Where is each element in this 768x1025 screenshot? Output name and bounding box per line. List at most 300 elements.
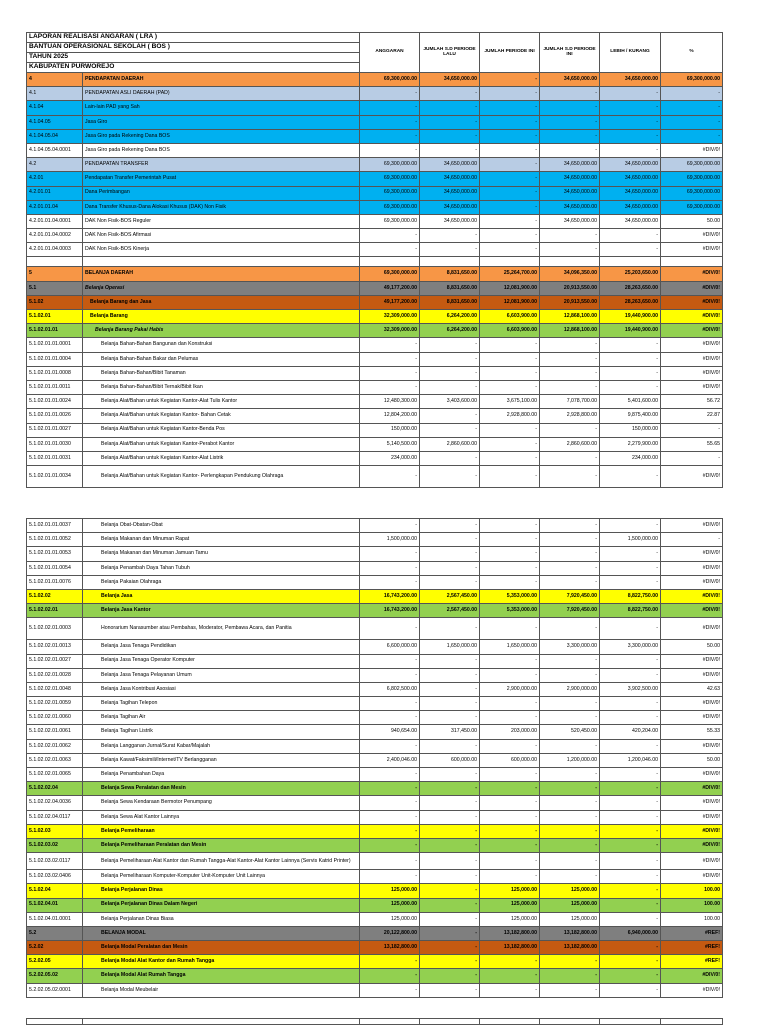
account-description: Belanja Penambah Daya Tahan Tubuh — [83, 561, 360, 575]
sd-lalu-value: - — [420, 796, 480, 810]
percent-value: #DIV/0! — [661, 267, 723, 281]
percent-value: #DIV/0! — [661, 324, 723, 338]
sd-lalu-value: 2,860,600.00 — [420, 437, 480, 451]
sd-ini-value: - — [540, 87, 600, 101]
sd-lalu-value: 1,650,000.00 — [420, 640, 480, 654]
account-code: 4.2 — [27, 158, 83, 172]
sd-ini-value: - — [540, 352, 600, 366]
percent-value: #DIV/0! — [661, 352, 723, 366]
lebih-kurang-value: - — [600, 575, 661, 589]
percent-value: #DIV/0! — [661, 810, 723, 824]
report-page-1 — [26, 32, 722, 488]
sd-lalu-value: - — [420, 739, 480, 753]
anggaran-value: 69,300,000.00 — [360, 267, 420, 281]
lebih-kurang-value: - — [600, 129, 661, 143]
lebih-kurang-value: - — [600, 711, 661, 725]
table-row — [27, 810, 723, 824]
table-row — [27, 200, 723, 214]
periode-ini-value — [480, 257, 540, 267]
lebih-kurang-value: - — [600, 898, 661, 912]
report-region: KABUPATEN PURWOREJO — [27, 63, 360, 73]
sd-lalu-value: - — [420, 870, 480, 884]
account-description: Belanja Pakaian Olahraga — [83, 575, 360, 589]
account-code: 5.2 — [27, 926, 83, 940]
periode-ini-value: 25,264,700.00 — [480, 267, 540, 281]
periode-ini-value: - — [480, 423, 540, 437]
anggaran-value: 150,000.00 — [360, 423, 420, 437]
periode-ini-value: - — [480, 437, 540, 451]
sd-ini-value: - — [540, 711, 600, 725]
account-code: 5.1.02.01.01.0026 — [27, 409, 83, 423]
percent-value: #REF! — [661, 955, 723, 969]
sd-lalu-value: - — [420, 338, 480, 352]
sd-ini-value: - — [540, 519, 600, 533]
account-description: Belanja Tagihan Listrik — [83, 725, 360, 739]
report-year: TAHUN 2025 — [27, 53, 360, 63]
anggaran-value: - — [360, 519, 420, 533]
lebih-kurang-value: 3,300,000.00 — [600, 640, 661, 654]
account-code: 5.1.02.01.01.0052 — [27, 533, 83, 547]
account-code: 5.1.02.01.01.0001 — [27, 338, 83, 352]
anggaran-value: - — [360, 87, 420, 101]
anggaran-value: - — [360, 338, 420, 352]
percent-value: - — [661, 451, 723, 465]
table-row — [27, 366, 723, 380]
table-row — [27, 310, 723, 324]
sd-lalu-value: - — [420, 912, 480, 926]
account-code: 4.1.04.05.04 — [27, 129, 83, 143]
account-code: 5.1.02.02.01.0060 — [27, 711, 83, 725]
account-description: Belanja Bahan-Bahan/Bibit Ternak/Bibit Ikan — [83, 380, 360, 394]
periode-ini-value: - — [480, 561, 540, 575]
account-description: Belanja Obat-Obatan-Obat — [83, 519, 360, 533]
periode-ini-value: - — [480, 838, 540, 852]
percent-value: #DIV/0! — [661, 739, 723, 753]
lebih-kurang-value: - — [600, 796, 661, 810]
periode-ini-value: - — [480, 519, 540, 533]
percent-value: #DIV/0! — [661, 668, 723, 682]
sd-lalu-value: - — [420, 366, 480, 380]
sd-lalu-value: - — [420, 810, 480, 824]
account-description: DAK Non Fisik-BOS Kinerja — [83, 243, 360, 257]
sd-lalu-value: - — [420, 409, 480, 423]
percent-value: #DIV/0! — [661, 589, 723, 603]
account-description: Dana Transfer Khusus-Dana Alokasi Khusus (DAK) Non Fisik — [83, 200, 360, 214]
periode-ini-value: - — [480, 186, 540, 200]
sd-ini-value — [540, 257, 600, 267]
anggaran-value: 1,500,000.00 — [360, 533, 420, 547]
sd-lalu-value: - — [420, 352, 480, 366]
periode-ini-value: - — [480, 711, 540, 725]
table-row — [27, 395, 723, 409]
percent-value: #DIV/0! — [661, 338, 723, 352]
percent-value: - — [661, 533, 723, 547]
account-code: 5.1.02.01.01.0011 — [27, 380, 83, 394]
periode-ini-value: - — [480, 73, 540, 87]
account-description: PENDAPATAN DAERAH — [83, 73, 360, 87]
periode-ini-value: - — [480, 214, 540, 228]
sd-ini-value: - — [540, 575, 600, 589]
periode-ini-value: - — [480, 668, 540, 682]
periode-ini-value: 600,000.00 — [480, 753, 540, 767]
sd-ini-value: 20,913,550.00 — [540, 295, 600, 309]
account-description: Jasa Giro pada Rekening Dana BOS — [83, 143, 360, 157]
account-code: 5.1.02.02.01.0061 — [27, 725, 83, 739]
table-row — [27, 423, 723, 437]
anggaran-value: - — [360, 352, 420, 366]
sd-lalu-value: 34,650,000.00 — [420, 172, 480, 186]
account-code: 5.1.02.02.04.0036 — [27, 796, 83, 810]
periode-ini-value: 13,182,800.00 — [480, 926, 540, 940]
sd-ini-value: - — [540, 338, 600, 352]
anggaran-value: - — [360, 739, 420, 753]
account-description: Belanja Tagihan Air — [83, 711, 360, 725]
sd-ini-value: - — [540, 547, 600, 561]
anggaran-value: - — [360, 668, 420, 682]
sd-lalu-value: 34,650,000.00 — [420, 186, 480, 200]
sd-ini-value: - — [540, 451, 600, 465]
account-code: 5.1.02.03.02 — [27, 838, 83, 852]
sd-ini-value: - — [540, 533, 600, 547]
account-description — [83, 257, 360, 267]
periode-ini-value: - — [480, 143, 540, 157]
table-row — [27, 640, 723, 654]
anggaran-value: 13,182,800.00 — [360, 941, 420, 955]
lebih-kurang-value: 5,401,600.00 — [600, 395, 661, 409]
account-code: 5.1.02.02.01.0063 — [27, 753, 83, 767]
anggaran-value: - — [360, 969, 420, 983]
anggaran-value: 2,400,046.00 — [360, 753, 420, 767]
lebih-kurang-value: - — [600, 668, 661, 682]
account-code: 5.1.02.02.01.0059 — [27, 697, 83, 711]
sd-ini-value: 2,900,000.00 — [540, 682, 600, 696]
table-row — [27, 912, 723, 926]
sd-ini-value: 34,650,000.00 — [540, 214, 600, 228]
lebih-kurang-value: 28,263,650.00 — [600, 295, 661, 309]
account-code: 5 — [27, 267, 83, 281]
table-row — [27, 983, 723, 997]
table-row — [27, 409, 723, 423]
anggaran-value: - — [360, 838, 420, 852]
account-description: Belanja Makanan dan Minuman Rapat — [83, 533, 360, 547]
table-row — [27, 589, 723, 603]
account-description: Belanja Jasa Tenaga Pendidikan — [83, 640, 360, 654]
sd-lalu-value: 34,650,000.00 — [420, 73, 480, 87]
periode-ini-value: - — [480, 739, 540, 753]
anggaran-value: - — [360, 129, 420, 143]
sd-lalu-value: 34,650,000.00 — [420, 158, 480, 172]
sd-lalu-value: - — [420, 941, 480, 955]
sd-ini-value: 34,650,000.00 — [540, 186, 600, 200]
periode-ini-value: 5,353,000.00 — [480, 604, 540, 618]
percent-value: #DIV/0! — [661, 519, 723, 533]
percent-value: #DIV/0! — [661, 295, 723, 309]
anggaran-value: 6,802,500.00 — [360, 682, 420, 696]
percent-value: #DIV/0! — [661, 604, 723, 618]
percent-value: 69,300,000.00 — [661, 73, 723, 87]
sd-lalu-value: 8,831,650.00 — [420, 295, 480, 309]
periode-ini-value: - — [480, 101, 540, 115]
periode-ini-value: - — [480, 172, 540, 186]
account-code: 5.1.02.01.01.0024 — [27, 395, 83, 409]
table-row — [27, 768, 723, 782]
periode-ini-value: - — [480, 352, 540, 366]
account-description: Belanja Modal Peralatan dan Mesin — [83, 941, 360, 955]
percent-value: 100.00 — [661, 898, 723, 912]
sd-ini-value: - — [540, 853, 600, 870]
sd-lalu-value: - — [420, 533, 480, 547]
table-row — [27, 725, 723, 739]
lebih-kurang-value: 1,200,046.00 — [600, 753, 661, 767]
lebih-kurang-value: - — [600, 969, 661, 983]
sd-ini-value: 7,920,450.00 — [540, 589, 600, 603]
percent-value: 56.72 — [661, 395, 723, 409]
percent-value: - — [661, 87, 723, 101]
lebih-kurang-value: - — [600, 87, 661, 101]
account-code: 5.1.02.01.01.0054 — [27, 561, 83, 575]
periode-ini-value: - — [480, 782, 540, 796]
table-row — [27, 697, 723, 711]
periode-ini-value: - — [480, 824, 540, 838]
anggaran-value: - — [360, 229, 420, 243]
anggaran-value: - — [360, 810, 420, 824]
percent-value: 69,300,000.00 — [661, 200, 723, 214]
periode-ini-value: - — [480, 533, 540, 547]
sd-lalu-value: - — [420, 654, 480, 668]
account-code: 5.2.02.05.02.0001 — [27, 983, 83, 997]
periode-ini-value: 203,000.00 — [480, 725, 540, 739]
table-row — [27, 73, 723, 87]
lebih-kurang-value: - — [600, 618, 661, 640]
sd-ini-value: 125,000.00 — [540, 898, 600, 912]
sd-lalu-value: - — [420, 697, 480, 711]
table-row — [27, 941, 723, 955]
account-description: Belanja Alat/Bahan untuk Kegiatan Kantor- Perlengkapan Pendukung Olahraga — [83, 466, 360, 488]
percent-value: #DIV/0! — [661, 782, 723, 796]
sd-ini-value: 520,450.00 — [540, 725, 600, 739]
account-description: Belanja Penambahan Daya — [83, 768, 360, 782]
account-description: Belanja Alat/Bahan untuk Kegiatan Kantor-Alat Listrik — [83, 451, 360, 465]
lebih-kurang-value: - — [600, 983, 661, 997]
periode-ini-value: - — [480, 158, 540, 172]
account-description: Belanja Jasa Kontribusi Asosiasi — [83, 682, 360, 696]
account-code: 5.1.02.03.02.0117 — [27, 853, 83, 870]
table-row — [27, 143, 723, 157]
periode-ini-value: 12,081,900.00 — [480, 295, 540, 309]
lebih-kurang-value: - — [600, 654, 661, 668]
sd-ini-value: - — [540, 782, 600, 796]
anggaran-value: - — [360, 143, 420, 157]
report-page-2 — [26, 518, 722, 998]
account-code: 4.1.04.05.04.0001 — [27, 143, 83, 157]
lebih-kurang-value: - — [600, 366, 661, 380]
percent-value — [661, 257, 723, 267]
lebih-kurang-value: 6,940,000.00 — [600, 926, 661, 940]
sd-lalu-value: - — [420, 618, 480, 640]
percent-value: #DIV/0! — [661, 870, 723, 884]
account-description: Belanja Barang dan Jasa — [83, 295, 360, 309]
periode-ini-value: - — [480, 243, 540, 257]
account-code: 5.2.02.05.02 — [27, 969, 83, 983]
account-description: Belanja Bahan-Bahan Bangunan dan Konstruksi — [83, 338, 360, 352]
col-header-sd-ini: JUMLAH S.D PERIODE INI — [540, 33, 600, 73]
table-row — [27, 898, 723, 912]
account-description: Belanja Bahan-Bahan Bakar dan Pelumas — [83, 352, 360, 366]
table-row — [27, 654, 723, 668]
lebih-kurang-value: - — [600, 380, 661, 394]
lebih-kurang-value: - — [600, 338, 661, 352]
anggaran-value: 125,000.00 — [360, 912, 420, 926]
account-code: 5.1.02.02.04 — [27, 782, 83, 796]
anggaran-value: 940,654.00 — [360, 725, 420, 739]
account-description: Belanja Pemeliharaan — [83, 824, 360, 838]
table-row — [27, 214, 723, 228]
table-row — [27, 824, 723, 838]
account-description: Pendapatan Transfer Pemerintah Pusat — [83, 172, 360, 186]
periode-ini-value: - — [480, 451, 540, 465]
percent-value: #DIV/0! — [661, 380, 723, 394]
anggaran-value: 16,743,200.00 — [360, 604, 420, 618]
percent-value: - — [661, 115, 723, 129]
account-description: Belanja Perjalanan Dinas Dalam Negeri — [83, 898, 360, 912]
lebih-kurang-value: - — [600, 101, 661, 115]
table-row — [27, 561, 723, 575]
periode-ini-value: - — [480, 697, 540, 711]
sd-ini-value: - — [540, 955, 600, 969]
table-row — [27, 87, 723, 101]
lebih-kurang-value: - — [600, 143, 661, 157]
periode-ini-value: 6,603,900.00 — [480, 324, 540, 338]
table-row — [27, 115, 723, 129]
account-description: Belanja Sewa Alat Kantor Lainnya — [83, 810, 360, 824]
sd-ini-value: 34,096,350.00 — [540, 267, 600, 281]
account-description: Belanja Langganan Jurnal/Surat Kabar/Majalah — [83, 739, 360, 753]
account-description: Honorarium Narasumber atau Pembahas, Moderator, Pembawa Acara, dan Panitia — [83, 618, 360, 640]
lebih-kurang-value: 420,204.00 — [600, 725, 661, 739]
percent-value: #DIV/0! — [661, 561, 723, 575]
report-table-part2 — [26, 518, 723, 998]
account-code: 4 — [27, 73, 83, 87]
periode-ini-value: - — [480, 575, 540, 589]
percent-value: #DIV/0! — [661, 853, 723, 870]
anggaran-value: 234,000.00 — [360, 451, 420, 465]
anggaran-value: 20,122,800.00 — [360, 926, 420, 940]
sd-lalu-value: - — [420, 983, 480, 997]
sd-ini-value: 13,182,800.00 — [540, 926, 600, 940]
table-row — [27, 618, 723, 640]
table-row — [27, 281, 723, 295]
account-description: Belanja Pemeliharaan Komputer-Komputer Unit-Komputer Unit Lainnya — [83, 870, 360, 884]
sd-lalu-value: - — [420, 87, 480, 101]
percent-value: #DIV/0! — [661, 824, 723, 838]
percent-value: - — [661, 423, 723, 437]
lebih-kurang-value: 28,263,650.00 — [600, 281, 661, 295]
lebih-kurang-value: 8,822,750.00 — [600, 589, 661, 603]
sd-lalu-value: - — [420, 129, 480, 143]
account-description: Belanja Modal Meubelair — [83, 983, 360, 997]
percent-value: 42.63 — [661, 682, 723, 696]
anggaran-value: - — [360, 955, 420, 969]
account-description: DAK Non Fisik-BOS Afirmasi — [83, 229, 360, 243]
anggaran-value: - — [360, 711, 420, 725]
lebih-kurang-value: - — [600, 941, 661, 955]
lebih-kurang-value: - — [600, 547, 661, 561]
lebih-kurang-value: 34,650,000.00 — [600, 73, 661, 87]
sd-lalu-value: - — [420, 969, 480, 983]
percent-value: #DIV/0! — [661, 838, 723, 852]
account-code: 5.1.02.01.01.0027 — [27, 423, 83, 437]
periode-ini-value: 3,675,100.00 — [480, 395, 540, 409]
sd-lalu-value: - — [420, 782, 480, 796]
account-code: 5.1.02.01.01.0053 — [27, 547, 83, 561]
sd-ini-value: 1,200,000.00 — [540, 753, 600, 767]
anggaran-value: 69,300,000.00 — [360, 172, 420, 186]
sd-ini-value: - — [540, 983, 600, 997]
table-row — [27, 324, 723, 338]
sd-ini-value: - — [540, 870, 600, 884]
sd-ini-value: - — [540, 101, 600, 115]
sd-lalu-value: 317,450.00 — [420, 725, 480, 739]
lebih-kurang-value: 34,650,000.00 — [600, 200, 661, 214]
percent-value: - — [661, 101, 723, 115]
account-code: 5.1.02.01.01.0037 — [27, 519, 83, 533]
report-title: LAPORAN REALISASI ANGARAN ( LRA ) — [27, 33, 360, 43]
periode-ini-value: - — [480, 366, 540, 380]
percent-value: 100.00 — [661, 884, 723, 898]
periode-ini-value: - — [480, 115, 540, 129]
table-row — [27, 129, 723, 143]
sd-ini-value: - — [540, 561, 600, 575]
account-description: Belanja Modal Alat Rumah Tangga — [83, 969, 360, 983]
account-code: 4.1 — [27, 87, 83, 101]
account-description: Belanja Modal Alat Kantor dan Rumah Tangga — [83, 955, 360, 969]
account-code: 5.1.02.01.01.0031 — [27, 451, 83, 465]
periode-ini-value: - — [480, 969, 540, 983]
table-row — [27, 466, 723, 488]
sd-ini-value: - — [540, 115, 600, 129]
lebih-kurang-value: 34,650,000.00 — [600, 172, 661, 186]
table-row — [27, 267, 723, 281]
table-row — [27, 838, 723, 852]
sd-ini-value: - — [540, 838, 600, 852]
table-row — [27, 853, 723, 870]
account-description: Belanja Alat/Bahan untuk Kegiatan Kantor- Bahan Cetak — [83, 409, 360, 423]
sd-lalu-value: 34,650,000.00 — [420, 214, 480, 228]
percent-value: #DIV/0! — [661, 768, 723, 782]
account-code: 5.1.02.01 — [27, 310, 83, 324]
anggaran-value: - — [360, 561, 420, 575]
account-code: 5.1.02.02.01 — [27, 604, 83, 618]
percent-value: 55.65 — [661, 437, 723, 451]
table-row — [27, 380, 723, 394]
percent-value: 69,300,000.00 — [661, 186, 723, 200]
sd-ini-value: 125,000.00 — [540, 912, 600, 926]
sd-ini-value: 12,868,100.00 — [540, 310, 600, 324]
account-code: 5.1.02.01.01.0008 — [27, 366, 83, 380]
periode-ini-value: 2,900,000.00 — [480, 682, 540, 696]
anggaran-value: 69,300,000.00 — [360, 186, 420, 200]
table-row — [27, 796, 723, 810]
lebih-kurang-value: 34,650,000.00 — [600, 214, 661, 228]
anggaran-value: 69,300,000.00 — [360, 214, 420, 228]
account-code: 5.1.02.01.01.0076 — [27, 575, 83, 589]
anggaran-value: - — [360, 853, 420, 870]
periode-ini-value: - — [480, 618, 540, 640]
lebih-kurang-value: - — [600, 229, 661, 243]
lebih-kurang-value: 150,000.00 — [600, 423, 661, 437]
lebih-kurang-value: - — [600, 243, 661, 257]
account-code: 5.1.02.02.01.0048 — [27, 682, 83, 696]
